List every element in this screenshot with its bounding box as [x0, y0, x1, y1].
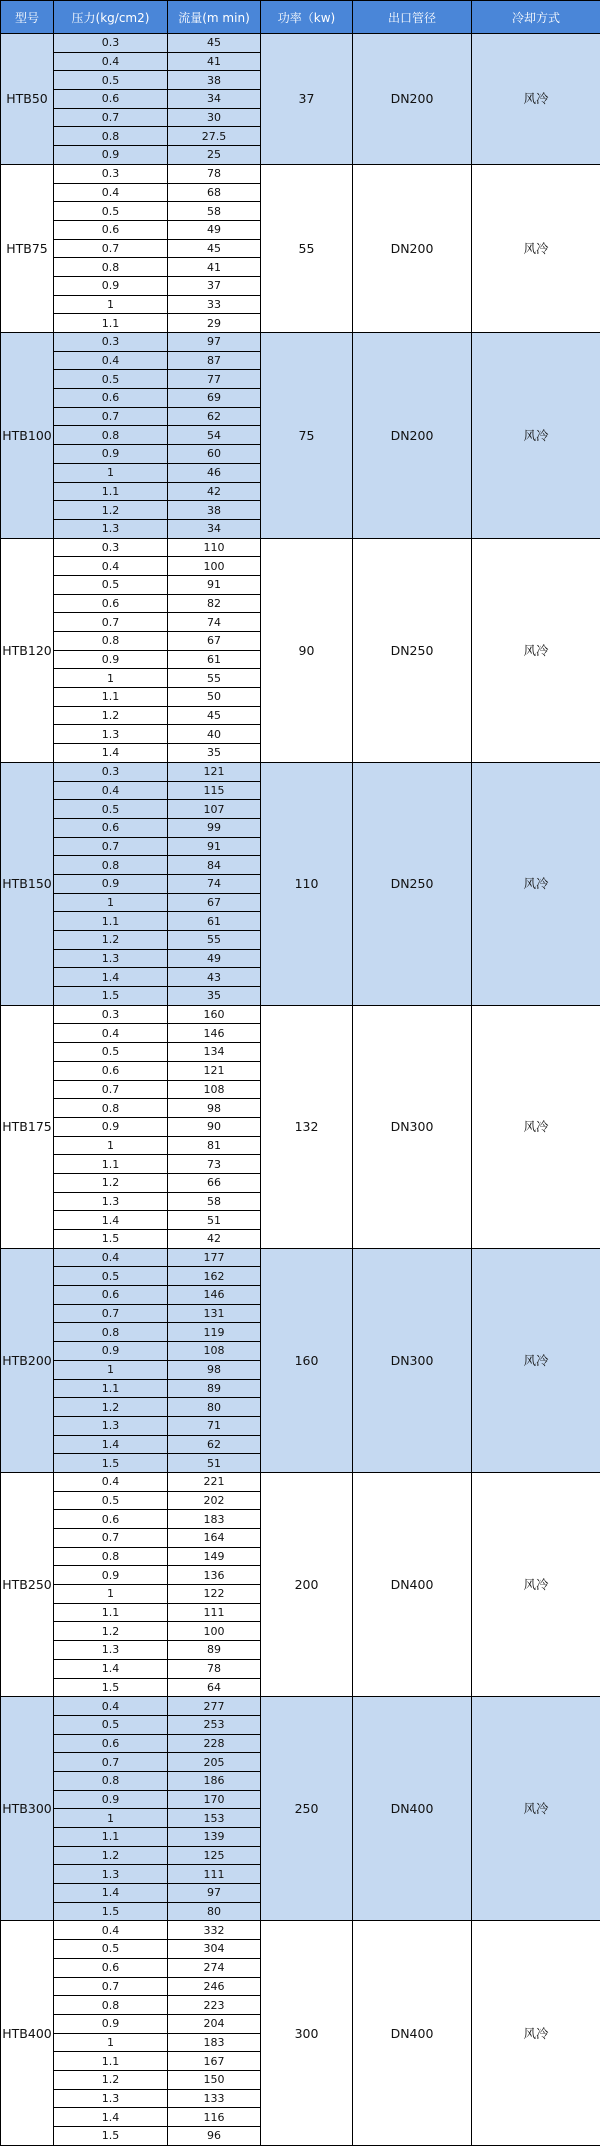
flow-cell: 274 — [168, 1958, 261, 1977]
pressure-cell: 0.8 — [54, 632, 168, 651]
flow-cell: 34 — [168, 519, 261, 538]
flow-cell: 27.5 — [168, 127, 261, 146]
flow-cell: 33 — [168, 295, 261, 314]
flow-cell: 82 — [168, 594, 261, 613]
flow-cell: 97 — [168, 1884, 261, 1903]
cooling-cell: 风冷 — [472, 333, 600, 539]
model-cell: HTB200 — [1, 1248, 54, 1472]
pressure-cell: 0.6 — [54, 1734, 168, 1753]
flow-cell: 100 — [168, 1622, 261, 1641]
pressure-cell: 0.9 — [54, 1117, 168, 1136]
pressure-cell: 0.4 — [54, 351, 168, 370]
pressure-cell: 0.9 — [54, 445, 168, 464]
flow-cell: 153 — [168, 1809, 261, 1828]
pressure-cell: 1 — [54, 893, 168, 912]
flow-cell: 74 — [168, 613, 261, 632]
table-row — [1, 1921, 600, 1940]
flow-cell: 146 — [168, 1286, 261, 1305]
flow-cell: 41 — [168, 258, 261, 277]
pressure-cell: 0.4 — [54, 781, 168, 800]
pressure-cell: 0.4 — [54, 1921, 168, 1940]
flow-cell: 133 — [168, 2089, 261, 2108]
cooling-cell: 风冷 — [472, 538, 600, 762]
flow-cell: 77 — [168, 370, 261, 389]
header-row — [1, 1, 600, 34]
pressure-cell: 0.3 — [54, 34, 168, 53]
flow-cell: 67 — [168, 893, 261, 912]
pressure-cell: 0.5 — [54, 575, 168, 594]
flow-cell: 25 — [168, 146, 261, 165]
flow-cell: 58 — [168, 202, 261, 221]
flow-cell: 41 — [168, 52, 261, 71]
pressure-cell: 1.4 — [54, 1211, 168, 1230]
header-flow: 流量(m min) — [168, 1, 261, 34]
flow-cell: 42 — [168, 1230, 261, 1249]
flow-cell: 202 — [168, 1491, 261, 1510]
flow-cell: 49 — [168, 949, 261, 968]
pressure-cell: 1.3 — [54, 1641, 168, 1660]
flow-cell: 54 — [168, 426, 261, 445]
pressure-cell: 1 — [54, 463, 168, 482]
pressure-cell: 1 — [54, 2033, 168, 2052]
power-cell: 75 — [261, 333, 353, 539]
flow-cell: 134 — [168, 1043, 261, 1062]
flow-cell: 107 — [168, 800, 261, 819]
cooling-cell: 风冷 — [472, 1472, 600, 1696]
flow-cell: 89 — [168, 1641, 261, 1660]
outlet-cell: DN300 — [353, 1005, 472, 1248]
pressure-cell: 0.8 — [54, 127, 168, 146]
pressure-cell: 0.9 — [54, 146, 168, 165]
pressure-cell: 0.6 — [54, 594, 168, 613]
table-row — [1, 164, 600, 183]
power-cell: 55 — [261, 164, 353, 332]
flow-cell: 73 — [168, 1155, 261, 1174]
flow-cell: 68 — [168, 183, 261, 202]
pressure-cell: 0.5 — [54, 370, 168, 389]
flow-cell: 100 — [168, 557, 261, 576]
power-cell: 250 — [261, 1697, 353, 1921]
flow-cell: 162 — [168, 1267, 261, 1286]
flow-cell: 61 — [168, 912, 261, 931]
outlet-cell: DN200 — [353, 34, 472, 165]
pressure-cell: 0.9 — [54, 1342, 168, 1361]
pressure-cell: 1.5 — [54, 1678, 168, 1697]
pressure-cell: 1.2 — [54, 1846, 168, 1865]
outlet-cell: DN300 — [353, 1248, 472, 1472]
flow-cell: 97 — [168, 333, 261, 352]
flow-cell: 96 — [168, 2127, 261, 2146]
outlet-cell: DN400 — [353, 1697, 472, 1921]
pressure-cell: 0.4 — [54, 1697, 168, 1716]
flow-cell: 246 — [168, 1977, 261, 1996]
table-row — [1, 333, 600, 352]
pressure-cell: 0.3 — [54, 164, 168, 183]
power-cell: 132 — [261, 1005, 353, 1248]
flow-cell: 84 — [168, 856, 261, 875]
pressure-cell: 1.2 — [54, 1622, 168, 1641]
header-power: 功率（kw) — [261, 1, 353, 34]
flow-cell: 66 — [168, 1173, 261, 1192]
power-cell: 37 — [261, 34, 353, 165]
pressure-cell: 1 — [54, 1809, 168, 1828]
pressure-cell: 0.8 — [54, 856, 168, 875]
pressure-cell: 1.3 — [54, 2089, 168, 2108]
flow-cell: 30 — [168, 108, 261, 127]
pressure-cell: 0.6 — [54, 1061, 168, 1080]
outlet-cell: DN400 — [353, 1921, 472, 2145]
flow-cell: 40 — [168, 725, 261, 744]
pressure-cell: 1.2 — [54, 2070, 168, 2089]
pressure-cell: 1.1 — [54, 314, 168, 333]
flow-cell: 116 — [168, 2108, 261, 2127]
header-pressure: 压力(kg/cm2) — [54, 1, 168, 34]
pressure-cell: 1.4 — [54, 1884, 168, 1903]
pressure-cell: 0.7 — [54, 1753, 168, 1772]
pressure-cell: 0.4 — [54, 557, 168, 576]
table-header — [1, 1, 600, 34]
flow-cell: 55 — [168, 931, 261, 950]
header-outlet: 出口管径 — [353, 1, 472, 34]
flow-cell: 122 — [168, 1585, 261, 1604]
flow-cell: 150 — [168, 2070, 261, 2089]
outlet-cell: DN200 — [353, 333, 472, 539]
pressure-cell: 1.5 — [54, 1454, 168, 1473]
pressure-cell: 0.8 — [54, 1547, 168, 1566]
flow-cell: 183 — [168, 2033, 261, 2052]
flow-cell: 87 — [168, 351, 261, 370]
pressure-cell: 0.7 — [54, 407, 168, 426]
flow-cell: 167 — [168, 2052, 261, 2071]
table-row — [1, 762, 600, 781]
pressure-cell: 1.5 — [54, 1902, 168, 1921]
cooling-cell: 风冷 — [472, 1697, 600, 1921]
flow-cell: 108 — [168, 1342, 261, 1361]
pressure-cell: 1 — [54, 1360, 168, 1379]
flow-cell: 228 — [168, 1734, 261, 1753]
cooling-cell: 风冷 — [472, 1921, 600, 2145]
flow-cell: 98 — [168, 1099, 261, 1118]
pressure-cell: 1.2 — [54, 1173, 168, 1192]
power-cell: 90 — [261, 538, 353, 762]
header-model: 型号 — [1, 1, 54, 34]
pressure-cell: 1 — [54, 1585, 168, 1604]
flow-cell: 170 — [168, 1790, 261, 1809]
flow-cell: 98 — [168, 1360, 261, 1379]
pressure-cell: 1.2 — [54, 501, 168, 520]
pressure-cell: 1.3 — [54, 949, 168, 968]
pressure-cell: 1.1 — [54, 1155, 168, 1174]
flow-cell: 125 — [168, 1846, 261, 1865]
pressure-cell: 0.9 — [54, 2014, 168, 2033]
model-cell: HTB100 — [1, 333, 54, 539]
pressure-cell: 0.7 — [54, 108, 168, 127]
flow-cell: 60 — [168, 445, 261, 464]
flow-cell: 29 — [168, 314, 261, 333]
flow-cell: 121 — [168, 1061, 261, 1080]
flow-cell: 35 — [168, 987, 261, 1006]
flow-cell: 51 — [168, 1454, 261, 1473]
power-cell: 200 — [261, 1472, 353, 1696]
outlet-cell: DN400 — [353, 1472, 472, 1696]
pressure-cell: 0.3 — [54, 538, 168, 557]
flow-cell: 45 — [168, 34, 261, 53]
pressure-cell: 1.1 — [54, 912, 168, 931]
flow-cell: 46 — [168, 463, 261, 482]
outlet-cell: DN200 — [353, 164, 472, 332]
flow-cell: 38 — [168, 501, 261, 520]
model-cell: HTB400 — [1, 1921, 54, 2145]
pressure-cell: 0.5 — [54, 202, 168, 221]
flow-cell: 205 — [168, 1753, 261, 1772]
outlet-cell: DN250 — [353, 762, 472, 1005]
pressure-cell: 1.2 — [54, 1398, 168, 1417]
pressure-cell: 0.7 — [54, 1080, 168, 1099]
flow-cell: 50 — [168, 688, 261, 707]
model-cell: HTB250 — [1, 1472, 54, 1696]
flow-cell: 91 — [168, 837, 261, 856]
pressure-cell: 1.4 — [54, 2108, 168, 2127]
pressure-cell: 0.8 — [54, 1771, 168, 1790]
table-row — [1, 1697, 600, 1716]
pressure-cell: 0.5 — [54, 71, 168, 90]
pressure-cell: 0.7 — [54, 1977, 168, 1996]
pressure-cell: 0.7 — [54, 1529, 168, 1548]
pressure-cell: 0.6 — [54, 818, 168, 837]
flow-cell: 69 — [168, 389, 261, 408]
flow-cell: 304 — [168, 1940, 261, 1959]
pressure-cell: 0.4 — [54, 183, 168, 202]
flow-cell: 277 — [168, 1697, 261, 1716]
flow-cell: 81 — [168, 1136, 261, 1155]
flow-cell: 64 — [168, 1678, 261, 1697]
model-cell: HTB50 — [1, 34, 54, 165]
outlet-cell: DN250 — [353, 538, 472, 762]
pressure-cell: 1.4 — [54, 1435, 168, 1454]
flow-cell: 34 — [168, 90, 261, 109]
pressure-cell: 0.9 — [54, 874, 168, 893]
model-cell: HTB150 — [1, 762, 54, 1005]
pressure-cell: 1.3 — [54, 725, 168, 744]
pressure-cell: 1.3 — [54, 1192, 168, 1211]
pressure-cell: 0.9 — [54, 1566, 168, 1585]
pressure-cell: 0.5 — [54, 1043, 168, 1062]
pressure-cell: 0.8 — [54, 1996, 168, 2015]
flow-cell: 183 — [168, 1510, 261, 1529]
power-cell: 110 — [261, 762, 353, 1005]
flow-cell: 49 — [168, 220, 261, 239]
pressure-cell: 0.6 — [54, 389, 168, 408]
pressure-cell: 0.8 — [54, 1323, 168, 1342]
cooling-cell: 风冷 — [472, 1248, 600, 1472]
table-body — [1, 34, 600, 2146]
flow-cell: 99 — [168, 818, 261, 837]
pressure-cell: 1.1 — [54, 482, 168, 501]
table-row — [1, 1472, 600, 1491]
cooling-cell: 风冷 — [472, 1005, 600, 1248]
flow-cell: 80 — [168, 1902, 261, 1921]
pressure-cell: 0.3 — [54, 1005, 168, 1024]
pressure-cell: 0.9 — [54, 650, 168, 669]
flow-cell: 37 — [168, 276, 261, 295]
pressure-cell: 0.6 — [54, 90, 168, 109]
pressure-cell: 1.5 — [54, 1230, 168, 1249]
pressure-cell: 1.5 — [54, 2127, 168, 2146]
pressure-cell: 0.6 — [54, 1286, 168, 1305]
pressure-cell: 1 — [54, 669, 168, 688]
flow-cell: 164 — [168, 1529, 261, 1548]
power-cell: 160 — [261, 1248, 353, 1472]
flow-cell: 43 — [168, 968, 261, 987]
pressure-cell: 0.5 — [54, 800, 168, 819]
pressure-cell: 1.1 — [54, 1828, 168, 1847]
power-cell: 300 — [261, 1921, 353, 2145]
flow-cell: 90 — [168, 1117, 261, 1136]
flow-cell: 38 — [168, 71, 261, 90]
flow-cell: 253 — [168, 1715, 261, 1734]
flow-cell: 108 — [168, 1080, 261, 1099]
flow-cell: 131 — [168, 1304, 261, 1323]
pressure-cell: 0.5 — [54, 1267, 168, 1286]
flow-cell: 186 — [168, 1771, 261, 1790]
pressure-cell: 1.1 — [54, 688, 168, 707]
pressure-cell: 0.9 — [54, 1790, 168, 1809]
pressure-cell: 0.9 — [54, 276, 168, 295]
flow-cell: 110 — [168, 538, 261, 557]
header-cooling: 冷却方式 — [472, 1, 600, 34]
pressure-cell: 1.3 — [54, 1416, 168, 1435]
pressure-cell: 1.1 — [54, 1379, 168, 1398]
pressure-cell: 0.5 — [54, 1491, 168, 1510]
flow-cell: 74 — [168, 874, 261, 893]
pressure-cell: 1 — [54, 1136, 168, 1155]
flow-cell: 115 — [168, 781, 261, 800]
flow-cell: 121 — [168, 762, 261, 781]
flow-cell: 149 — [168, 1547, 261, 1566]
flow-cell: 111 — [168, 1865, 261, 1884]
flow-cell: 55 — [168, 669, 261, 688]
flow-cell: 89 — [168, 1379, 261, 1398]
flow-cell: 62 — [168, 1435, 261, 1454]
pressure-cell: 1.3 — [54, 519, 168, 538]
flow-cell: 136 — [168, 1566, 261, 1585]
flow-cell: 91 — [168, 575, 261, 594]
cooling-cell: 风冷 — [472, 164, 600, 332]
flow-cell: 78 — [168, 164, 261, 183]
pressure-cell: 0.5 — [54, 1940, 168, 1959]
flow-cell: 221 — [168, 1472, 261, 1491]
table-row — [1, 1248, 600, 1267]
flow-cell: 62 — [168, 407, 261, 426]
pressure-cell: 1 — [54, 295, 168, 314]
pressure-cell: 0.4 — [54, 52, 168, 71]
pressure-cell: 0.6 — [54, 1958, 168, 1977]
flow-cell: 160 — [168, 1005, 261, 1024]
pressure-cell: 1.3 — [54, 1865, 168, 1884]
pressure-cell: 1.4 — [54, 1659, 168, 1678]
flow-cell: 204 — [168, 2014, 261, 2033]
table-row — [1, 34, 600, 53]
table-row — [1, 1005, 600, 1024]
pressure-cell: 0.4 — [54, 1024, 168, 1043]
pressure-cell: 1.1 — [54, 2052, 168, 2071]
model-cell: HTB75 — [1, 164, 54, 332]
pressure-cell: 0.6 — [54, 220, 168, 239]
pressure-cell: 0.7 — [54, 1304, 168, 1323]
model-cell: HTB300 — [1, 1697, 54, 1921]
pressure-cell: 1.4 — [54, 744, 168, 763]
pressure-cell: 0.6 — [54, 1510, 168, 1529]
pressure-cell: 0.4 — [54, 1472, 168, 1491]
pressure-cell: 0.8 — [54, 426, 168, 445]
flow-cell: 80 — [168, 1398, 261, 1417]
model-cell: HTB175 — [1, 1005, 54, 1248]
cooling-cell: 风冷 — [472, 34, 600, 165]
pressure-cell: 0.7 — [54, 837, 168, 856]
model-cell: HTB120 — [1, 538, 54, 762]
flow-cell: 119 — [168, 1323, 261, 1342]
flow-cell: 177 — [168, 1248, 261, 1267]
flow-cell: 51 — [168, 1211, 261, 1230]
flow-cell: 111 — [168, 1603, 261, 1622]
flow-cell: 139 — [168, 1828, 261, 1847]
flow-cell: 67 — [168, 632, 261, 651]
flow-cell: 42 — [168, 482, 261, 501]
cooling-cell: 风冷 — [472, 762, 600, 1005]
pressure-cell: 0.3 — [54, 762, 168, 781]
flow-cell: 35 — [168, 744, 261, 763]
flow-cell: 146 — [168, 1024, 261, 1043]
flow-cell: 61 — [168, 650, 261, 669]
pressure-cell: 0.8 — [54, 1099, 168, 1118]
flow-cell: 332 — [168, 1921, 261, 1940]
pressure-cell: 0.7 — [54, 613, 168, 632]
flow-cell: 58 — [168, 1192, 261, 1211]
pressure-cell: 0.4 — [54, 1248, 168, 1267]
table-row — [1, 538, 600, 557]
pressure-cell: 0.5 — [54, 1715, 168, 1734]
flow-cell: 45 — [168, 239, 261, 258]
pressure-cell: 1.4 — [54, 968, 168, 987]
flow-cell: 78 — [168, 1659, 261, 1678]
pressure-cell: 1.2 — [54, 931, 168, 950]
pressure-cell: 0.3 — [54, 333, 168, 352]
pressure-cell: 1.5 — [54, 987, 168, 1006]
pressure-cell: 1.2 — [54, 706, 168, 725]
pressure-cell: 0.8 — [54, 258, 168, 277]
flow-cell: 71 — [168, 1416, 261, 1435]
pressure-cell: 0.7 — [54, 239, 168, 258]
flow-cell: 223 — [168, 1996, 261, 2015]
pressure-cell: 1.1 — [54, 1603, 168, 1622]
flow-cell: 45 — [168, 706, 261, 725]
